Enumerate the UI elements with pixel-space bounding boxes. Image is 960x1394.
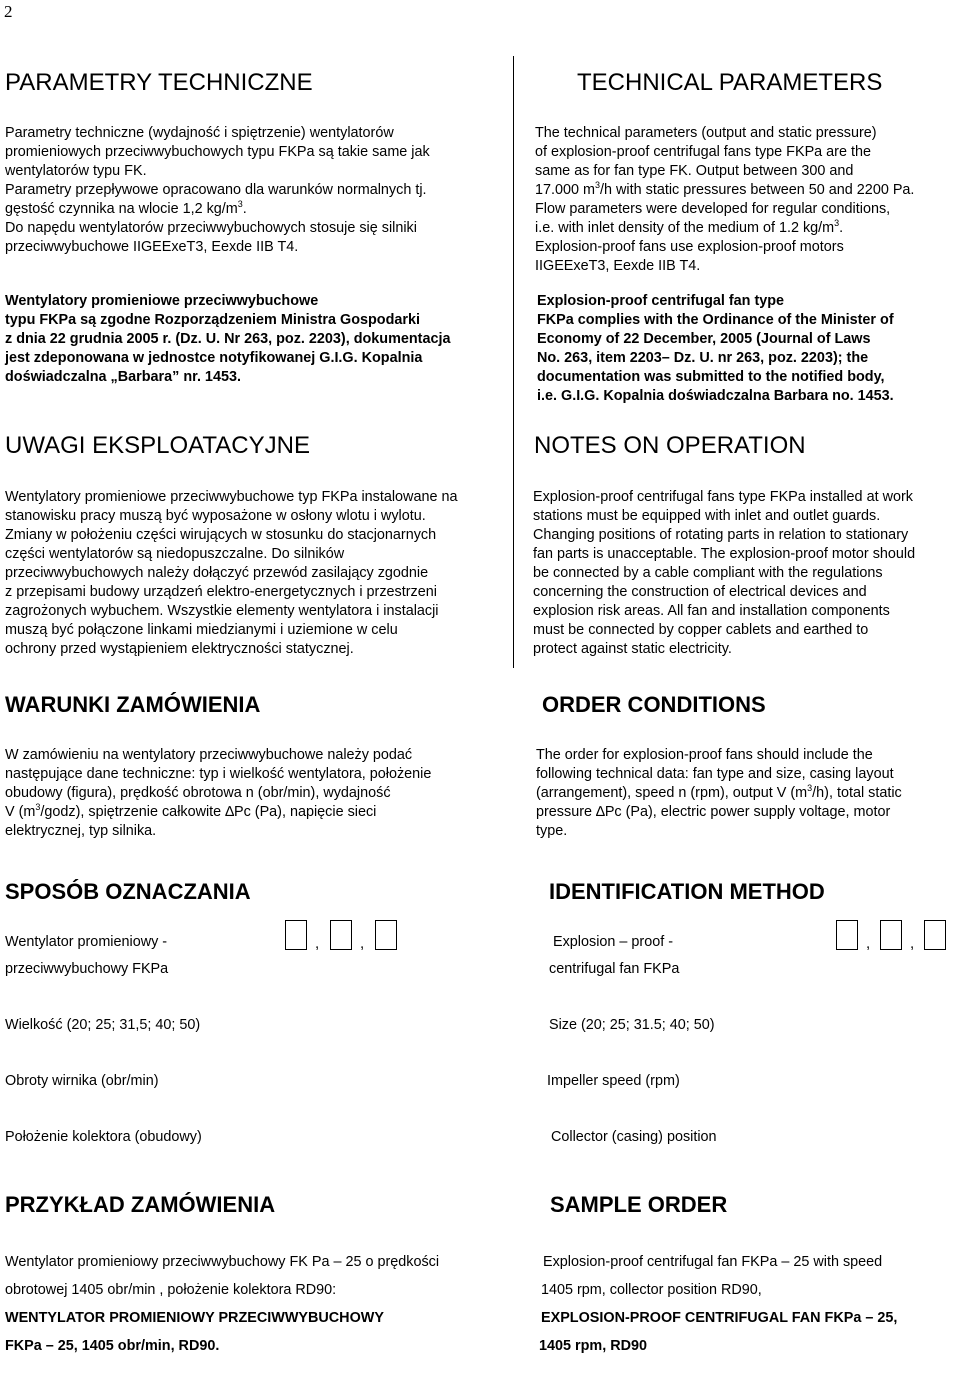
heading-notes-en: NOTES ON OPERATION <box>534 432 806 459</box>
tech-paragraph-en: The technical parameters (output and static pressure) of explosion-proof centrifugal fans type FKPa are the same as for fan type FK. Output between 300 and 17.000 $m^3/h$ with static pressures between 50 and 2200 Pa. Flow parameters were developed for regular conditions, i.e. with inlet density of the medium of 1.2 $kg/m^3$. Explosion-proof fans use explosion-proof motors IIGEExeT3, Eexde IIB T4. <box>535 125 915 274</box>
page-number: 2 <box>4 2 13 21</box>
sample-line4-en: 1405 rpm, RD90 <box>539 1338 647 1354</box>
sample-line2-pl: obrotowej 1405 obr/min , położenie kolektora RD90: <box>5 1282 337 1298</box>
certification-paragraph-en: Explosion-proof centrifugal fan type FKPa complies with the Ordinance of the Minister of Economy of 22 December, 2005 (Journal of Laws No. 263, item 2203– Dz. U. nr 263, poz. 2203); the documentation was submitted to the notified body, i.e. G.I.G. Kopalnia doświadczalna Barbara no. 1453. <box>537 293 894 404</box>
size-code-box-pl <box>285 920 307 950</box>
sample-line4-pl: FKPa – 25, 1405 obr/min, RD90. <box>5 1338 220 1354</box>
position-code-box-pl <box>375 920 397 950</box>
position-code-box-en <box>924 920 946 950</box>
heading-order-conditions-en: ORDER CONDITIONS <box>542 692 766 717</box>
notes-paragraph-pl: Wentylatory promieniowe przeciwwybuchowe typ FKPa instalowane na stanowisku pracy muszą być wyposażone w osłony wlotu i wylotu. Zmiany w położeniu części wirujących w stosunku do stacjonarnych części wentylatorów są niedopuszczalne. Do silników przeciwwybuchowych należy dołączyć przewód zasilający zgodnie z przepisami budowy urządzeń elektro-energetycznych i przestrzeni zagrożonych wybuchem. Wszystkie elementy wentylatora i instalacji muszą być połączone linkami miedzianymi i uziemione w celu ochrony przed wystąpieniem elektryczności statycznej. <box>5 489 458 657</box>
ident-position-en: Collector (casing) position <box>551 1129 717 1145</box>
box-separator: , <box>360 935 365 952</box>
size-code-box-en <box>836 920 858 950</box>
ident-line1-pl: Wentylator promieniowy - <box>5 934 168 950</box>
ident-line1-en: Explosion – proof - <box>553 934 673 950</box>
heading-identification-pl: SPOSÓB OZNACZANIA <box>5 879 251 904</box>
ident-position-pl: Położenie kolektora (obudowy) <box>5 1129 202 1145</box>
order-paragraph-pl: W zamówieniu na wentylatory przeciwwybuchowe należy podać następujące dane techniczne: typ i wielkość wentylatora, położenie obudowy (figura), prędkość obrotowa n (obr/min), wydajność V $(m^3/godz)$, spiętrzenie całkowite ∆Pc (Pa), napięcie sieci elektrycznej, typ silnika. <box>5 747 432 839</box>
heading-notes-pl: UWAGI EKSPLOATACYJNE <box>5 432 310 459</box>
notes-paragraph-en: Explosion-proof centrifugal fans type FKPa installed at work stations must be equipped with inlet and outlet guards. Changing positions of rotating parts in relation to stationary fan parts is unacceptable. The explosion-proof motor should be connected by a cable compliant with the regulations concerning the construction of electrical devices and explosion risk areas. All fan and installation components must be connected by copper cablets and earthed to protect against static electricity. <box>533 489 916 657</box>
delta-symbol: ∆ <box>596 804 605 820</box>
sample-line2-en: 1405 rpm, collector position RD90, <box>541 1282 762 1298</box>
box-separator: , <box>866 935 871 952</box>
heading-order-conditions-pl: WARUNKI ZAMÓWIENIA <box>5 692 261 717</box>
sample-line1-pl: Wentylator promieniowy przeciwwybuchowy FK Pa – 25 o prędkości <box>5 1254 440 1270</box>
box-separator: , <box>910 935 915 952</box>
heading-sample-order-pl: PRZYKŁAD ZAMÓWIENIA <box>5 1192 276 1217</box>
heading-identification-en: IDENTIFICATION METHOD <box>549 879 825 904</box>
box-separator: , <box>315 935 320 952</box>
column-divider <box>513 56 514 668</box>
order-paragraph-en: The order for explosion-proof fans should include the following technical data: fan type and size, casing layout (arrangement), speed n (rpm), output V $(m^3/h)$, total static pressure ∆Pc (Pa), electric power supply voltage, motor type. <box>536 747 902 839</box>
heading-technical-parameters-pl: PARAMETRY TECHNICZNE <box>5 69 313 96</box>
heading-sample-order-en: SAMPLE ORDER <box>550 1192 728 1217</box>
certification-paragraph-pl: Wentylatory promieniowe przeciwwybuchowe typu FKPa są zgodne Rozporządzeniem Ministra Gospodarki z dnia 22 grudnia 2005 r. (Dz. U. Nr 263, poz. 2203), dokumentacja jest zdeponowana w jednostce notyfikowanej G.I.G. Kopalnia doświadczalna „Barbara” nr. 1453. <box>5 293 451 385</box>
sample-line1-en: Explosion-proof centrifugal fan FKPa – 25 with speed <box>543 1254 883 1270</box>
tech-paragraph-pl: Parametry techniczne (wydajność i spiętrzenie) wentylatorów promieniowych przeciwwybuchowych typu FKPa są takie same jak wentylatorów typu FK. Parametry przepływowe opracowano dla warunków normalnych tj. gęstość czynnika na wlocie 1,2 $kg/m^3$. Do napędu wentylatorów przeciwwybuchowych stosuje się silniki przeciwwybuchowe IIGEExeT3, Eexde IIB T4. <box>5 125 430 255</box>
ident-size-en: Size (20; 25; 31.5; 40; 50) <box>549 1017 715 1033</box>
speed-code-box-en <box>880 920 902 950</box>
ident-speed-en: Impeller speed (rpm) <box>547 1073 680 1089</box>
ident-line2-pl: przeciwwybuchowy FKPa <box>5 961 169 977</box>
sample-line3-pl: WENTYLATOR PROMIENIOWY PRZECIWWYBUCHOWY <box>5 1310 384 1326</box>
heading-technical-parameters-en: TECHNICAL PARAMETERS <box>577 69 883 96</box>
speed-code-box-pl <box>330 920 352 950</box>
ident-speed-pl: Obroty wirnika (obr/min) <box>5 1073 159 1089</box>
sample-line3-en: EXPLOSION-PROOF CENTRIFUGAL FAN FKPa – 25, <box>541 1310 898 1326</box>
ident-line2-en: centrifugal fan FKPa <box>549 961 680 977</box>
ident-size-pl: Wielkość (20; 25; 31,5; 40; 50) <box>5 1017 201 1033</box>
delta-symbol: ∆ <box>225 804 234 820</box>
